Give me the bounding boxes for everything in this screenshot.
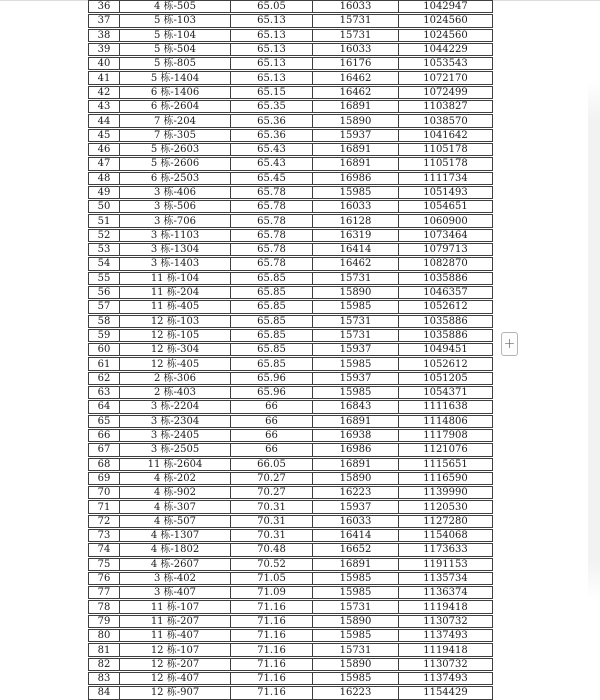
cell-unit_price[interactable]: 15937 <box>313 129 399 142</box>
cell-total_price[interactable]: 1111734 <box>399 172 493 185</box>
cell-total_price[interactable]: 1154429 <box>399 686 493 699</box>
cell-no[interactable]: 44 <box>88 114 120 127</box>
cell-area[interactable]: 71.09 <box>231 586 313 599</box>
cell-no[interactable]: 83 <box>88 672 120 685</box>
cell-no[interactable]: 58 <box>88 315 120 328</box>
table-row <box>88 500 493 513</box>
cell-area[interactable]: 71.16 <box>231 643 313 656</box>
cell-total_price[interactable]: 1191153 <box>399 558 493 571</box>
cell-unit_price[interactable]: 16891 <box>313 415 399 428</box>
table-row <box>88 286 493 299</box>
insert-button[interactable]: + <box>501 332 518 356</box>
cell-total_price[interactable]: 1044229 <box>399 43 493 56</box>
cell-total_price[interactable]: 1119418 <box>399 643 493 656</box>
cell-area[interactable]: 65.43 <box>231 143 313 156</box>
cell-area[interactable]: 65.85 <box>231 286 313 299</box>
cell-unit_price[interactable]: 15985 <box>313 572 399 585</box>
cell-unit[interactable]: 5 栋-2603 <box>120 143 231 156</box>
cell-unit_price[interactable]: 16986 <box>313 172 399 185</box>
cell-area[interactable]: 65.78 <box>231 229 313 242</box>
cell-area[interactable]: 70.27 <box>231 486 313 499</box>
table-row <box>88 257 493 270</box>
table-row <box>88 400 493 413</box>
cell-unit_price[interactable]: 15985 <box>313 300 399 313</box>
cell-total_price[interactable]: 1117908 <box>399 429 493 442</box>
cell-unit[interactable]: 6 栋-1406 <box>120 86 231 99</box>
table-row <box>88 143 493 156</box>
cell-area[interactable]: 71.16 <box>231 658 313 671</box>
cell-area[interactable]: 65.78 <box>231 200 313 213</box>
cell-area[interactable]: 65.43 <box>231 157 313 170</box>
cell-unit_price[interactable]: 16128 <box>313 214 399 227</box>
cell-total_price[interactable]: 1105178 <box>399 157 493 170</box>
cell-area[interactable]: 66 <box>231 429 313 442</box>
cell-unit_price[interactable]: 15731 <box>313 14 399 27</box>
cell-no[interactable]: 63 <box>88 386 120 399</box>
cell-no[interactable]: 75 <box>88 558 120 571</box>
cell-no[interactable]: 38 <box>88 29 120 42</box>
table-row <box>88 357 493 370</box>
cell-no[interactable]: 57 <box>88 300 120 313</box>
cell-unit_price[interactable]: 16414 <box>313 529 399 542</box>
table-row <box>88 300 493 313</box>
cell-no[interactable]: 45 <box>88 129 120 142</box>
cell-no[interactable]: 68 <box>88 458 120 471</box>
table-row <box>88 386 493 399</box>
cell-unit[interactable]: 3 栋-2505 <box>120 443 231 456</box>
table-row <box>88 14 493 27</box>
cell-area[interactable]: 65.85 <box>231 300 313 313</box>
table-row <box>88 243 493 256</box>
cell-area[interactable]: 65.78 <box>231 186 313 199</box>
cell-total_price[interactable]: 1049451 <box>399 343 493 356</box>
cell-no[interactable]: 36 <box>88 0 120 13</box>
cell-no[interactable]: 50 <box>88 200 120 213</box>
cell-unit[interactable]: 4 栋-505 <box>120 0 231 13</box>
cell-unit_price[interactable]: 16891 <box>313 157 399 170</box>
table-row <box>88 343 493 356</box>
cell-total_price[interactable]: 1041642 <box>399 129 493 142</box>
cell-area[interactable]: 66 <box>231 415 313 428</box>
cell-unit[interactable]: 3 栋-406 <box>120 186 231 199</box>
table-row <box>88 0 493 13</box>
cell-total_price[interactable]: 1173633 <box>399 543 493 556</box>
cell-no[interactable]: 78 <box>88 600 120 613</box>
cell-unit_price[interactable]: 15890 <box>313 114 399 127</box>
cell-area[interactable]: 66 <box>231 443 313 456</box>
cell-total_price[interactable]: 1137493 <box>399 672 493 685</box>
cell-total_price[interactable]: 1024560 <box>399 29 493 42</box>
cell-no[interactable]: 62 <box>88 372 120 385</box>
cell-area[interactable]: 65.35 <box>231 100 313 113</box>
table-row <box>88 100 493 113</box>
cell-unit_price[interactable]: 15890 <box>313 472 399 485</box>
cell-area[interactable]: 65.85 <box>231 329 313 342</box>
cell-no[interactable]: 39 <box>88 43 120 56</box>
table-row <box>88 200 493 213</box>
cell-unit_price[interactable]: 16223 <box>313 686 399 699</box>
cell-unit_price[interactable]: 15985 <box>313 357 399 370</box>
cell-unit[interactable]: 11 栋-2604 <box>120 458 231 471</box>
table-row <box>88 658 493 671</box>
cell-no[interactable]: 67 <box>88 443 120 456</box>
cell-total_price[interactable]: 1024560 <box>399 14 493 27</box>
cell-unit[interactable]: 5 栋-104 <box>120 29 231 42</box>
cell-unit_price[interactable]: 15985 <box>313 386 399 399</box>
cell-unit_price[interactable]: 16176 <box>313 57 399 70</box>
cell-unit[interactable]: 2 栋-403 <box>120 386 231 399</box>
cell-unit[interactable]: 3 栋-402 <box>120 572 231 585</box>
cell-no[interactable]: 41 <box>88 71 120 84</box>
cell-total_price[interactable]: 1072170 <box>399 71 493 84</box>
cell-unit[interactable]: 12 栋-103 <box>120 315 231 328</box>
cell-no[interactable]: 69 <box>88 472 120 485</box>
cell-unit[interactable]: 3 栋-1103 <box>120 229 231 242</box>
table-row <box>88 57 493 70</box>
cell-unit_price[interactable]: 15937 <box>313 500 399 513</box>
cell-total_price[interactable]: 1115651 <box>399 458 493 471</box>
cell-unit[interactable]: 11 栋-207 <box>120 615 231 628</box>
cell-area[interactable]: 66.05 <box>231 458 313 471</box>
cell-no[interactable]: 66 <box>88 429 120 442</box>
cell-no[interactable]: 64 <box>88 400 120 413</box>
table-row <box>88 586 493 599</box>
cell-unit_price[interactable]: 15985 <box>313 672 399 685</box>
cell-unit_price[interactable]: 15731 <box>313 329 399 342</box>
cell-unit_price[interactable]: 16843 <box>313 400 399 413</box>
cell-unit[interactable]: 4 栋-307 <box>120 500 231 513</box>
cell-total_price[interactable]: 1052612 <box>399 357 493 370</box>
cell-no[interactable]: 54 <box>88 257 120 270</box>
cell-unit_price[interactable]: 16462 <box>313 71 399 84</box>
table-row <box>88 29 493 42</box>
cell-area[interactable]: 65.36 <box>231 114 313 127</box>
cell-unit[interactable]: 3 栋-706 <box>120 214 231 227</box>
units-price-table <box>88 0 493 700</box>
cell-no[interactable]: 56 <box>88 286 120 299</box>
cell-total_price[interactable]: 1139990 <box>399 486 493 499</box>
cell-no[interactable]: 51 <box>88 214 120 227</box>
cell-total_price[interactable]: 1051205 <box>399 372 493 385</box>
cell-no[interactable]: 73 <box>88 529 120 542</box>
cell-area[interactable]: 65.13 <box>231 29 313 42</box>
cell-area[interactable]: 70.48 <box>231 543 313 556</box>
table-row <box>88 415 493 428</box>
cell-unit_price[interactable]: 16033 <box>313 0 399 13</box>
cell-unit_price[interactable]: 16033 <box>313 43 399 56</box>
cell-area[interactable]: 65.15 <box>231 86 313 99</box>
cell-unit[interactable]: 12 栋-407 <box>120 672 231 685</box>
cell-total_price[interactable]: 1079713 <box>399 243 493 256</box>
cell-total_price[interactable]: 1042947 <box>399 0 493 13</box>
cell-unit[interactable]: 6 栋-2604 <box>120 100 231 113</box>
cell-unit_price[interactable]: 16223 <box>313 486 399 499</box>
cell-area[interactable]: 71.16 <box>231 629 313 642</box>
cell-no[interactable]: 53 <box>88 243 120 256</box>
table-row <box>88 572 493 585</box>
cell-no[interactable]: 52 <box>88 229 120 242</box>
cell-no[interactable]: 70 <box>88 486 120 499</box>
cell-total_price[interactable]: 1038570 <box>399 114 493 127</box>
scrollbar-thumb[interactable] <box>588 80 600 600</box>
cell-unit_price[interactable]: 15985 <box>313 586 399 599</box>
table-row <box>88 86 493 99</box>
cell-unit_price[interactable]: 16033 <box>313 200 399 213</box>
cell-total_price[interactable]: 1035886 <box>399 329 493 342</box>
cell-total_price[interactable]: 1054651 <box>399 200 493 213</box>
table-row <box>88 272 493 285</box>
cell-total_price[interactable]: 1073464 <box>399 229 493 242</box>
cell-no[interactable]: 79 <box>88 615 120 628</box>
table-row <box>88 472 493 485</box>
cell-unit[interactable]: 2 栋-306 <box>120 372 231 385</box>
cell-total_price[interactable]: 1154068 <box>399 529 493 542</box>
cell-unit_price[interactable]: 15731 <box>313 315 399 328</box>
cell-area[interactable]: 71.16 <box>231 615 313 628</box>
table-row <box>88 315 493 328</box>
cell-area[interactable]: 65.78 <box>231 257 313 270</box>
table-row <box>88 486 493 499</box>
cell-total_price[interactable]: 1035886 <box>399 315 493 328</box>
table-row <box>88 172 493 185</box>
cell-area[interactable]: 65.13 <box>231 14 313 27</box>
cell-unit[interactable]: 5 栋-2606 <box>120 157 231 170</box>
cell-unit_price[interactable]: 15890 <box>313 286 399 299</box>
cell-area[interactable]: 70.31 <box>231 500 313 513</box>
cell-total_price[interactable]: 1137493 <box>399 629 493 642</box>
cell-no[interactable]: 74 <box>88 543 120 556</box>
cell-unit_price[interactable]: 16891 <box>313 143 399 156</box>
table-row <box>88 529 493 542</box>
cell-unit[interactable]: 12 栋-405 <box>120 357 231 370</box>
cell-unit_price[interactable]: 16891 <box>313 558 399 571</box>
cell-total_price[interactable]: 1130732 <box>399 658 493 671</box>
cell-total_price[interactable]: 1082870 <box>399 257 493 270</box>
cell-unit[interactable]: 5 栋-504 <box>120 43 231 56</box>
cell-area[interactable]: 65.85 <box>231 357 313 370</box>
cell-total_price[interactable]: 1119418 <box>399 600 493 613</box>
table-row <box>88 43 493 56</box>
cell-unit[interactable]: 12 栋-105 <box>120 329 231 342</box>
cell-unit_price[interactable]: 16462 <box>313 257 399 270</box>
cell-no[interactable]: 60 <box>88 343 120 356</box>
cell-unit_price[interactable]: 15731 <box>313 600 399 613</box>
cell-area[interactable]: 70.31 <box>231 529 313 542</box>
cell-unit[interactable]: 12 栋-207 <box>120 658 231 671</box>
cell-unit[interactable]: 3 栋-1304 <box>120 243 231 256</box>
cell-no[interactable]: 65 <box>88 415 120 428</box>
table-row <box>88 543 493 556</box>
cell-area[interactable]: 65.13 <box>231 43 313 56</box>
cell-total_price[interactable]: 1053543 <box>399 57 493 70</box>
cell-area[interactable]: 71.16 <box>231 686 313 699</box>
cell-total_price[interactable]: 1121076 <box>399 443 493 456</box>
cell-area[interactable]: 65.13 <box>231 57 313 70</box>
cell-area[interactable]: 71.16 <box>231 600 313 613</box>
table-row <box>88 229 493 242</box>
cell-unit_price[interactable]: 15890 <box>313 658 399 671</box>
cell-unit[interactable]: 6 栋-2503 <box>120 172 231 185</box>
cell-unit_price[interactable]: 15890 <box>313 615 399 628</box>
cell-unit[interactable]: 4 栋-1307 <box>120 529 231 542</box>
cell-no[interactable]: 55 <box>88 272 120 285</box>
cell-unit_price[interactable]: 16414 <box>313 243 399 256</box>
cell-no[interactable]: 77 <box>88 586 120 599</box>
table-row <box>88 600 493 613</box>
cell-no[interactable]: 37 <box>88 14 120 27</box>
cell-area[interactable]: 65.85 <box>231 272 313 285</box>
cell-unit[interactable]: 4 栋-507 <box>120 515 231 528</box>
cell-unit[interactable]: 4 栋-902 <box>120 486 231 499</box>
cell-total_price[interactable]: 1111638 <box>399 400 493 413</box>
cell-unit[interactable]: 5 栋-1404 <box>120 71 231 84</box>
table-row <box>88 643 493 656</box>
cell-unit[interactable]: 12 栋-907 <box>120 686 231 699</box>
cell-area[interactable]: 65.96 <box>231 372 313 385</box>
cell-total_price[interactable]: 1120530 <box>399 500 493 513</box>
cell-total_price[interactable]: 1052612 <box>399 300 493 313</box>
cell-unit_price[interactable]: 15985 <box>313 186 399 199</box>
table-row <box>88 629 493 642</box>
cell-no[interactable]: 61 <box>88 357 120 370</box>
table-row <box>88 372 493 385</box>
cell-unit_price[interactable]: 15937 <box>313 372 399 385</box>
cell-total_price[interactable]: 1135734 <box>399 572 493 585</box>
cell-area[interactable]: 71.16 <box>231 672 313 685</box>
cell-unit[interactable]: 5 栋-805 <box>120 57 231 70</box>
cell-unit_price[interactable]: 15985 <box>313 629 399 642</box>
cell-unit_price[interactable]: 16891 <box>313 458 399 471</box>
cell-total_price[interactable]: 1051493 <box>399 186 493 199</box>
cell-area[interactable]: 65.36 <box>231 129 313 142</box>
cell-total_price[interactable]: 1127280 <box>399 515 493 528</box>
cell-unit[interactable]: 7 栋-305 <box>120 129 231 142</box>
cell-unit[interactable]: 11 栋-405 <box>120 300 231 313</box>
cell-no[interactable]: 84 <box>88 686 120 699</box>
cell-unit[interactable]: 12 栋-107 <box>120 643 231 656</box>
cell-total_price[interactable]: 1035886 <box>399 272 493 285</box>
table-row <box>88 214 493 227</box>
cell-unit_price[interactable]: 15937 <box>313 343 399 356</box>
units-table <box>88 0 493 700</box>
cell-total_price[interactable]: 1114806 <box>399 415 493 428</box>
cell-no[interactable]: 42 <box>88 86 120 99</box>
table-row <box>88 429 493 442</box>
cell-unit_price[interactable]: 16891 <box>313 100 399 113</box>
cell-area[interactable]: 65.13 <box>231 71 313 84</box>
cell-unit[interactable]: 3 栋-506 <box>120 200 231 213</box>
cell-unit_price[interactable]: 16938 <box>313 429 399 442</box>
units-table-body <box>88 0 493 700</box>
cell-no[interactable]: 81 <box>88 643 120 656</box>
cell-unit[interactable]: 12 栋-304 <box>120 343 231 356</box>
cell-unit[interactable]: 4 栋-2607 <box>120 558 231 571</box>
cell-no[interactable]: 80 <box>88 629 120 642</box>
cell-no[interactable]: 59 <box>88 329 120 342</box>
cell-total_price[interactable]: 1054371 <box>399 386 493 399</box>
cell-no[interactable]: 46 <box>88 143 120 156</box>
table-row <box>88 129 493 142</box>
cell-no[interactable]: 40 <box>88 57 120 70</box>
cell-unit_price[interactable]: 16986 <box>313 443 399 456</box>
table-row <box>88 114 493 127</box>
cell-area[interactable]: 71.05 <box>231 572 313 585</box>
cell-unit_price[interactable]: 15731 <box>313 29 399 42</box>
table-row <box>88 443 493 456</box>
table-row <box>88 329 493 342</box>
cell-unit[interactable]: 4 栋-202 <box>120 472 231 485</box>
cell-area[interactable]: 70.52 <box>231 558 313 571</box>
cell-unit[interactable]: 3 栋-407 <box>120 586 231 599</box>
cell-unit_price[interactable]: 16652 <box>313 543 399 556</box>
cell-unit_price[interactable]: 16319 <box>313 229 399 242</box>
cell-area[interactable]: 65.45 <box>231 172 313 185</box>
cell-no[interactable]: 43 <box>88 100 120 113</box>
cell-total_price[interactable]: 1046357 <box>399 286 493 299</box>
cell-no[interactable]: 76 <box>88 572 120 585</box>
cell-no[interactable]: 71 <box>88 500 120 513</box>
cell-total_price[interactable]: 1116590 <box>399 472 493 485</box>
cell-area[interactable]: 66 <box>231 400 313 413</box>
cell-unit[interactable]: 3 栋-2204 <box>120 400 231 413</box>
table-row <box>88 672 493 685</box>
cell-unit[interactable]: 5 栋-103 <box>120 14 231 27</box>
cell-no[interactable]: 47 <box>88 157 120 170</box>
table-row <box>88 615 493 628</box>
cell-area[interactable]: 65.05 <box>231 0 313 13</box>
table-row <box>88 458 493 471</box>
cell-unit[interactable]: 11 栋-204 <box>120 286 231 299</box>
cell-unit_price[interactable]: 16033 <box>313 515 399 528</box>
table-row <box>88 558 493 571</box>
cell-unit[interactable]: 11 栋-407 <box>120 629 231 642</box>
cell-unit[interactable]: 7 栋-204 <box>120 114 231 127</box>
cell-unit[interactable]: 3 栋-2405 <box>120 429 231 442</box>
cell-unit[interactable]: 3 栋-2304 <box>120 415 231 428</box>
cell-unit_price[interactable]: 15731 <box>313 272 399 285</box>
table-row <box>88 686 493 699</box>
cell-no[interactable]: 82 <box>88 658 120 671</box>
cell-no[interactable]: 72 <box>88 515 120 528</box>
table-row <box>88 157 493 170</box>
table-row <box>88 186 493 199</box>
table-row <box>88 71 493 84</box>
cell-unit_price[interactable]: 15731 <box>313 643 399 656</box>
cell-unit[interactable]: 4 栋-1802 <box>120 543 231 556</box>
cell-area[interactable]: 65.78 <box>231 243 313 256</box>
cell-no[interactable]: 49 <box>88 186 120 199</box>
cell-area[interactable]: 70.27 <box>231 472 313 485</box>
cell-unit[interactable]: 11 栋-107 <box>120 600 231 613</box>
cell-total_price[interactable]: 1136374 <box>399 586 493 599</box>
cell-area[interactable]: 65.85 <box>231 315 313 328</box>
cell-area[interactable]: 65.78 <box>231 214 313 227</box>
cell-area[interactable]: 70.31 <box>231 515 313 528</box>
cell-unit[interactable]: 11 栋-104 <box>120 272 231 285</box>
cell-total_price[interactable]: 1103827 <box>399 100 493 113</box>
cell-unit_price[interactable]: 16462 <box>313 86 399 99</box>
cell-total_price[interactable]: 1105178 <box>399 143 493 156</box>
cell-total_price[interactable]: 1072499 <box>399 86 493 99</box>
cell-area[interactable]: 65.96 <box>231 386 313 399</box>
cell-no[interactable]: 48 <box>88 172 120 185</box>
cell-total_price[interactable]: 1060900 <box>399 214 493 227</box>
cell-area[interactable]: 65.85 <box>231 343 313 356</box>
table-row <box>88 515 493 528</box>
cell-unit[interactable]: 3 栋-1403 <box>120 257 231 270</box>
cell-total_price[interactable]: 1130732 <box>399 615 493 628</box>
